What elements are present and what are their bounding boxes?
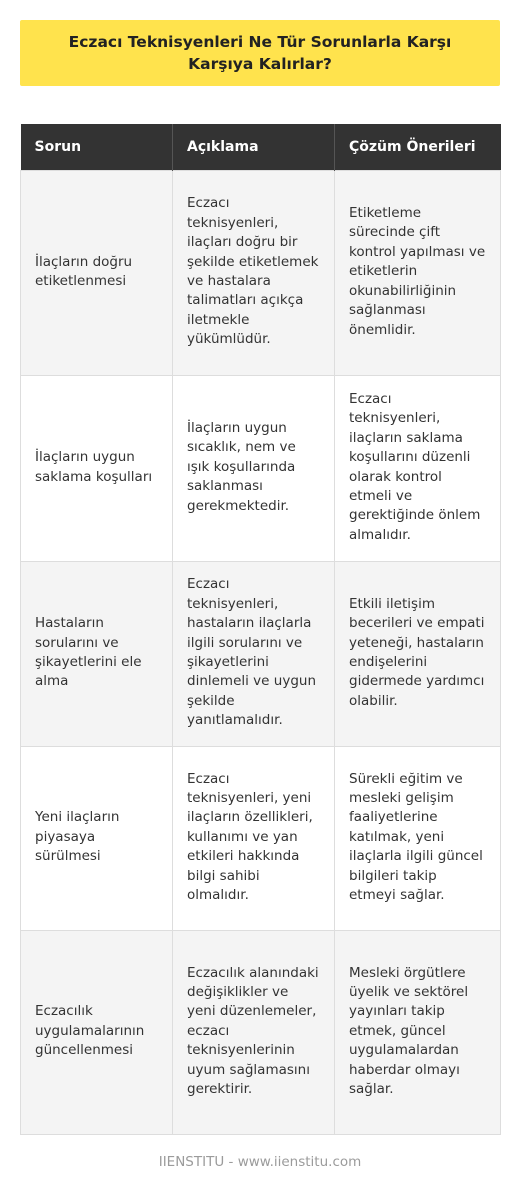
table-header-row: [21, 124, 501, 171]
solution-cell: Sürekli eğitim ve mesleki gelişim faaliyetlerine katılmak, yeni ilaçlarla ilgili güncel bilgileri takip etmeyi sağlar.: [335, 747, 501, 931]
problems-table: [20, 124, 501, 1135]
page-title: Eczacı Teknisyenleri Ne Tür Sorunlarla Karşı Karşıya Kalırlar?: [68, 33, 452, 73]
problem-cell: Eczacılık uygulamalarının güncellenmesi: [21, 931, 173, 1135]
description-cell: Eczacılık alanındaki değişiklikler ve yeni düzenlemeler, eczacı teknisyenlerinin uyum sağlamasını gerektirir.: [173, 931, 335, 1135]
description-cell: Eczacı teknisyenleri, ilaçları doğru bir şekilde etiketlemek ve hastalara talimatları açıkça iletmekle yükümlüdür.: [173, 171, 335, 376]
title-banner: [20, 20, 500, 86]
solution-cell: Eczacı teknisyenleri, ilaçların saklama koşullarını düzenli olarak kontrol etmeli ve gerektiğinde önlem almalıdır.: [335, 376, 501, 562]
table-row: [21, 562, 501, 747]
header-problem: Sorun: [21, 124, 173, 171]
problem-cell: Hastaların sorularını ve şikayetlerini ele alma: [21, 562, 173, 747]
description-cell: Eczacı teknisyenleri, yeni ilaçların özellikleri, kullanımı ve yan etkileri hakkında bilgi sahibi olmalıdır.: [173, 747, 335, 931]
description-cell: İlaçların uygun sıcaklık, nem ve ışık koşullarında saklanması gerekmektedir.: [173, 376, 335, 562]
footer-credit: IIENSTITU - www.iienstitu.com: [158, 1154, 362, 1170]
solution-cell: Etkili iletişim becerileri ve empati yeteneği, hastaların endişelerini gidermede yardımcı olabilir.: [335, 562, 501, 747]
solution-cell: Mesleki örgütlere üyelik ve sektörel yayınları takip etmek, güncel uygulamalardan haberdar olmayı sağlar.: [335, 931, 501, 1135]
solution-cell: Etiketleme sürecinde çift kontrol yapılması ve etiketlerin okunabilirliğinin sağlanması önemlidir.: [335, 171, 501, 376]
table-row: [21, 747, 501, 931]
table-row: [21, 376, 501, 562]
header-description: Açıklama: [173, 124, 335, 171]
problem-cell: İlaçların uygun saklama koşulları: [21, 376, 173, 562]
table-row: [21, 171, 501, 376]
problem-cell: İlaçların doğru etiketlenmesi: [21, 171, 173, 376]
description-cell: Eczacı teknisyenleri, hastaların ilaçlarla ilgili sorularını ve şikayetlerini dinlemeli ve uygun şekilde yanıtlamalıdır.: [173, 562, 335, 747]
problem-cell: Yeni ilaçların piyasaya sürülmesi: [21, 747, 173, 931]
header-solutions: Çözüm Önerileri: [335, 124, 501, 171]
table-row: [21, 931, 501, 1135]
